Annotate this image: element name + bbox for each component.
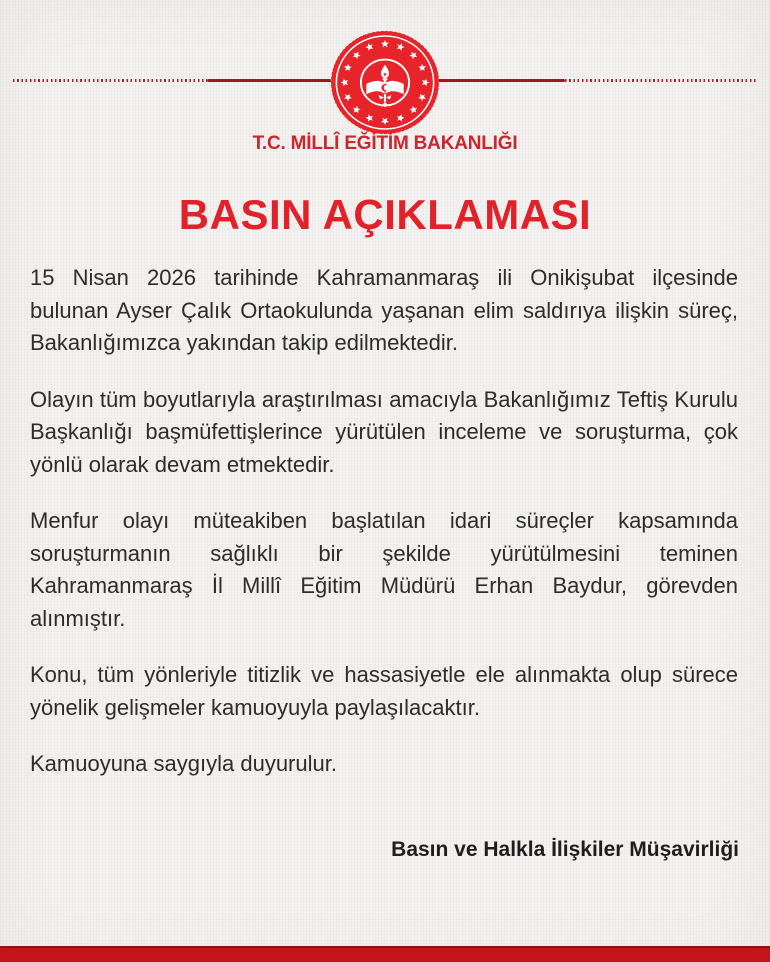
signature-line: Basın ve Halkla İlişkiler Müşavirliği	[391, 838, 739, 861]
header-rule-dotted-left	[13, 79, 207, 82]
header-rule-solid-left	[207, 79, 335, 82]
body-paragraph-3: Menfur olayı müteakiben başlatılan idari süreçler kapsamında soruşturmanın sağlıklı bir şekilde yürütülmesini teminen Kahramanmaraş İl Millî Eğitim Müdürü Erhan Baydur, görevden alınmıştır.	[30, 508, 738, 631]
ministry-name: T.C. MİLLÎ EĞİTİM BAKANLIĞI	[252, 133, 518, 154]
ministry-emblem-icon	[329, 29, 441, 136]
header-rule-solid-right	[435, 79, 565, 82]
body-paragraph-2: Olayın tüm boyutlarıyla araştırılması amacıyla Bakanlığımız Teftiş Kurulu Başkanlığı başmüfettişlerince yürütülen inceleme ve soruşturma, çok yönlü olarak devam etmektedir.	[30, 386, 738, 477]
body-paragraph-1: 15 Nisan 2026 tarihinde Kahramanmaraş ili Onikişubat ilçesinde bulunan Ayser Çalık Ortaokulunda yaşanan elim saldırıya ilişkin süreç, Bakanlığımızca yakından takip edilmektedir.	[30, 265, 738, 355]
press-release-body	[30, 262, 738, 805]
body-paragraph-5: Kamuoyuna saygıyla duyurulur.	[30, 751, 337, 776]
header-rule-dotted-right	[565, 79, 757, 82]
footer-bar	[0, 946, 770, 962]
body-paragraph-4: Konu, tüm yönleriyle titizlik ve hassasiyetle ele alınmakta olup sürece yönelik gelişmeler kamuoyuyla paylaşılacaktır.	[30, 662, 738, 720]
press-release-title: BASIN AÇIKLAMASI	[178, 191, 592, 238]
